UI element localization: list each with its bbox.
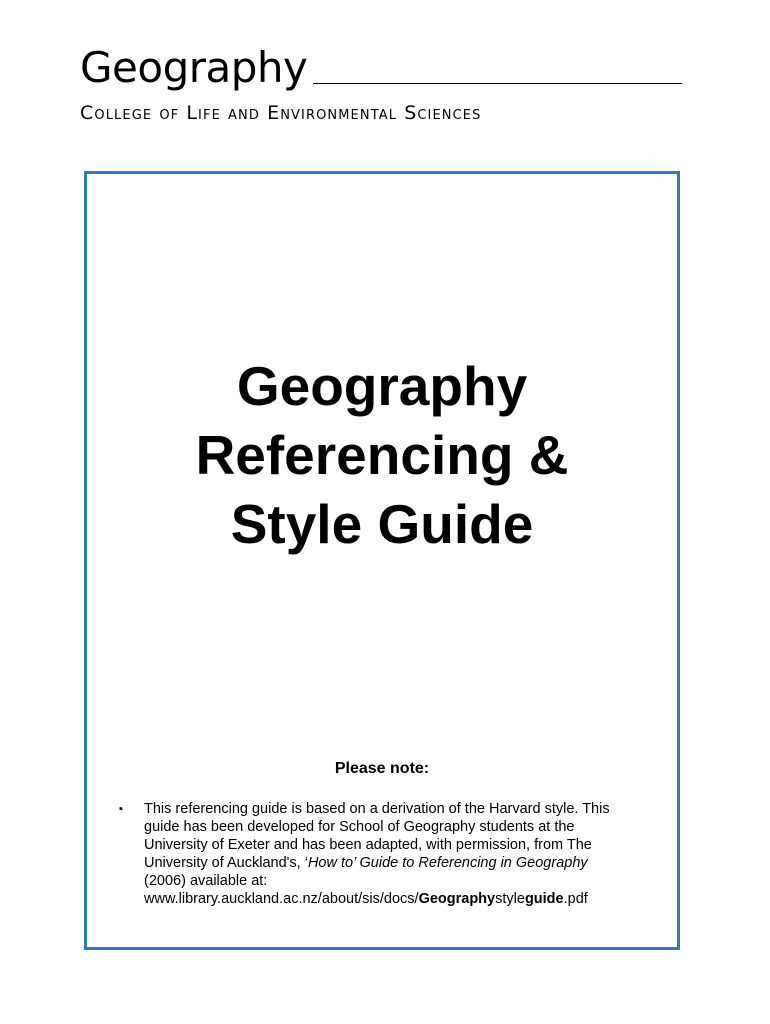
note-line-3: University of Exeter and has been adapted, with permission, from The xyxy=(144,837,592,853)
url-prefix: www.library.auckland.ac.nz/about/sis/docs/ xyxy=(144,891,419,907)
title-line-2: Referencing & xyxy=(195,424,569,486)
note-list xyxy=(119,800,659,908)
header-title-row xyxy=(80,43,682,92)
page-header xyxy=(80,43,682,124)
college-name: College of Life and Environmental Sciences xyxy=(80,102,482,124)
note-heading: Please note: xyxy=(334,760,430,777)
cover-frame xyxy=(84,171,680,950)
bullet-marker: ▪ xyxy=(119,803,123,815)
document-title xyxy=(87,352,677,559)
title-line-1: Geography xyxy=(236,355,528,417)
source-title: How to’ Guide to Referencing in Geography xyxy=(307,855,588,871)
note-line-4-text: University of Auckland's, ‘ xyxy=(144,855,308,871)
note-line-5: (2006) available at: xyxy=(144,873,268,889)
note-line-2: guide has been developed for School of Geography students at the xyxy=(144,819,575,835)
note-line-4 xyxy=(144,854,610,872)
url-bold-guide: guide xyxy=(524,891,564,907)
title-line-3: Style Guide xyxy=(230,493,534,555)
note-line-1: This referencing guide is based on a derivation of the Harvard style. This xyxy=(144,801,610,817)
source-url xyxy=(144,890,610,908)
header-rule xyxy=(313,83,682,84)
url-bold-geography: Geography xyxy=(418,891,496,907)
url-suffix: .pdf xyxy=(563,891,588,907)
url-style: style xyxy=(495,891,525,907)
department-name: Geography xyxy=(80,43,308,92)
note-paragraph xyxy=(144,800,610,908)
